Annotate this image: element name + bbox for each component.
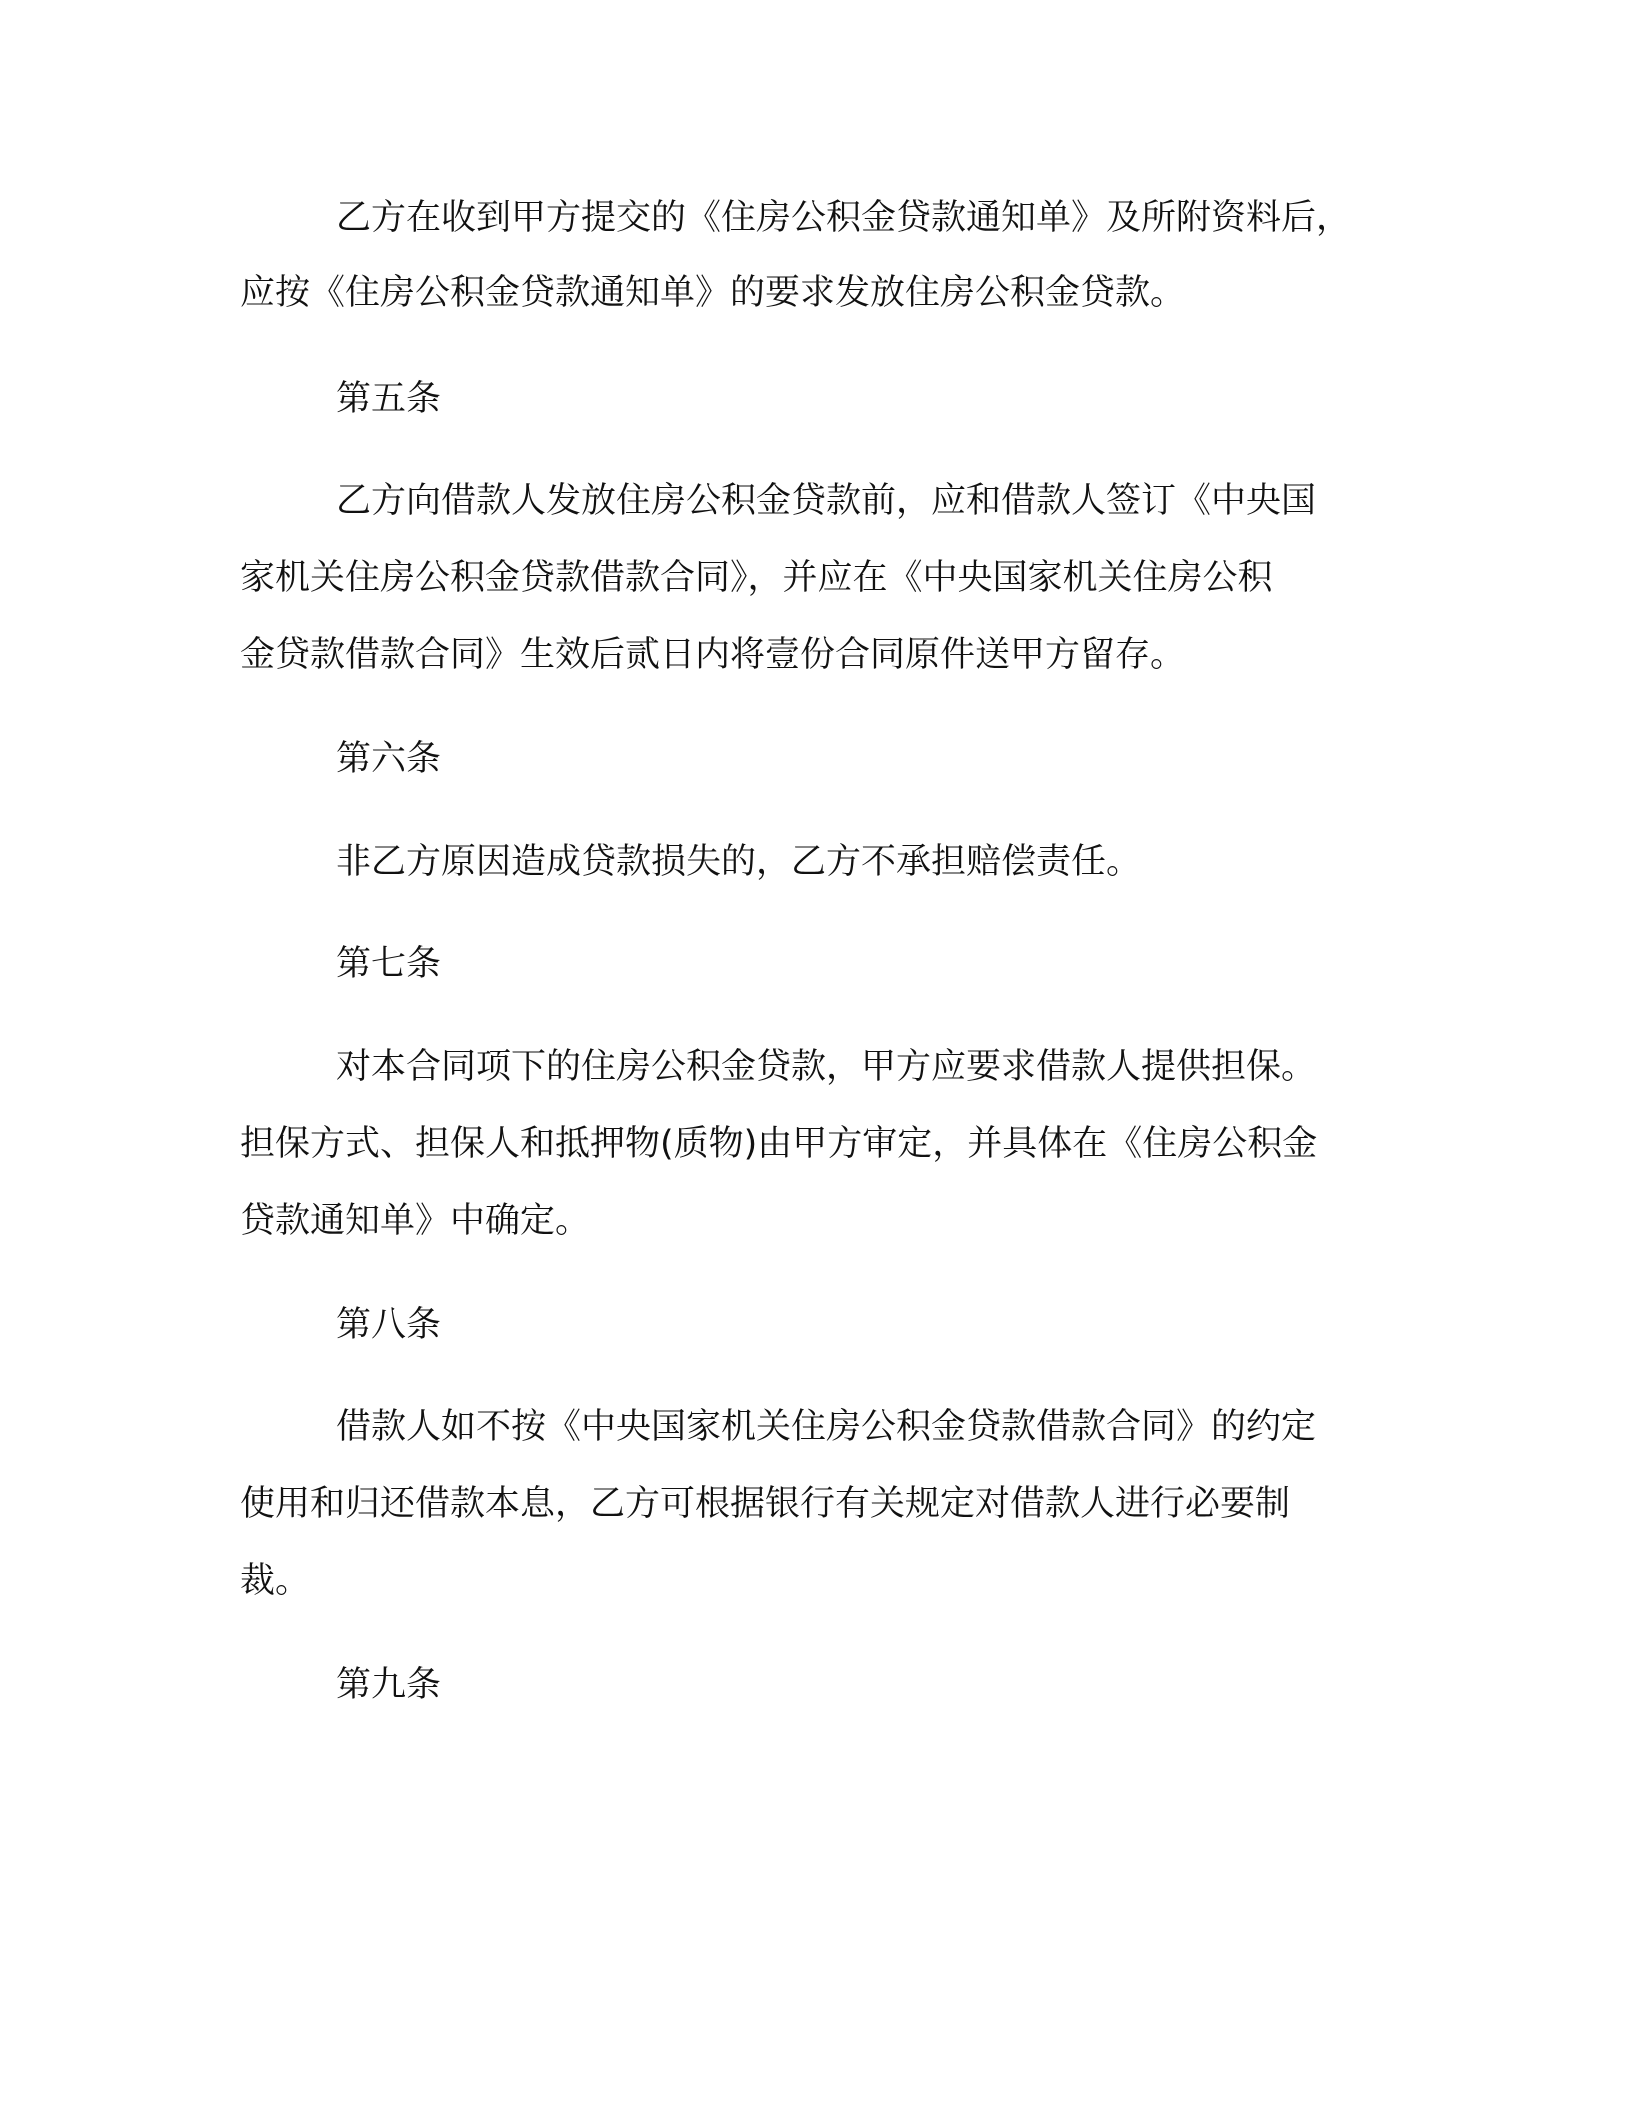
article-heading: 第九条: [336, 1665, 442, 1705]
paragraph-line: 对本合同项下的住房公积金贷款，甲方应要求借款人提供担保。: [336, 1047, 1317, 1087]
paragraph-line: 贷款通知单》中确定。: [240, 1201, 591, 1241]
article-heading: 第六条: [336, 739, 442, 779]
article-heading: 第五条: [336, 379, 442, 419]
paragraph-line: 使用和归还借款本息，乙方可根据银行有关规定对借款人进行必要制: [240, 1484, 1291, 1524]
paragraph-line: 乙方在收到甲方提交的《住房公积金贷款通知单》及所附资料后，: [336, 198, 1352, 238]
paragraph-line: 乙方向借款人发放住房公积金贷款前，应和借款人签订《中央国: [336, 481, 1317, 521]
paragraph-line: 金贷款借款合同》生效后贰日内将壹份合同原件送甲方留存。: [240, 635, 1186, 675]
paragraph-line: 家机关住房公积金贷款借款合同》，并应在《中央国家机关住房公积: [240, 558, 1273, 598]
article-heading: 第八条: [336, 1305, 442, 1345]
paragraph-line: 非乙方原因造成贷款损失的，乙方不承担赔偿责任。: [336, 842, 1142, 882]
paragraph-line: 裁。: [240, 1561, 311, 1601]
paragraph-line: 应按《住房公积金贷款通知单》的要求发放住房公积金贷款。: [240, 273, 1186, 313]
paragraph-line: 担保方式、担保人和抵押物(质物)由甲方审定，并具体在《住房公积金: [240, 1124, 1318, 1164]
paragraph-line: 借款人如不按《中央国家机关住房公积金贷款借款合同》的约定: [336, 1407, 1317, 1447]
article-heading: 第七条: [336, 944, 442, 984]
